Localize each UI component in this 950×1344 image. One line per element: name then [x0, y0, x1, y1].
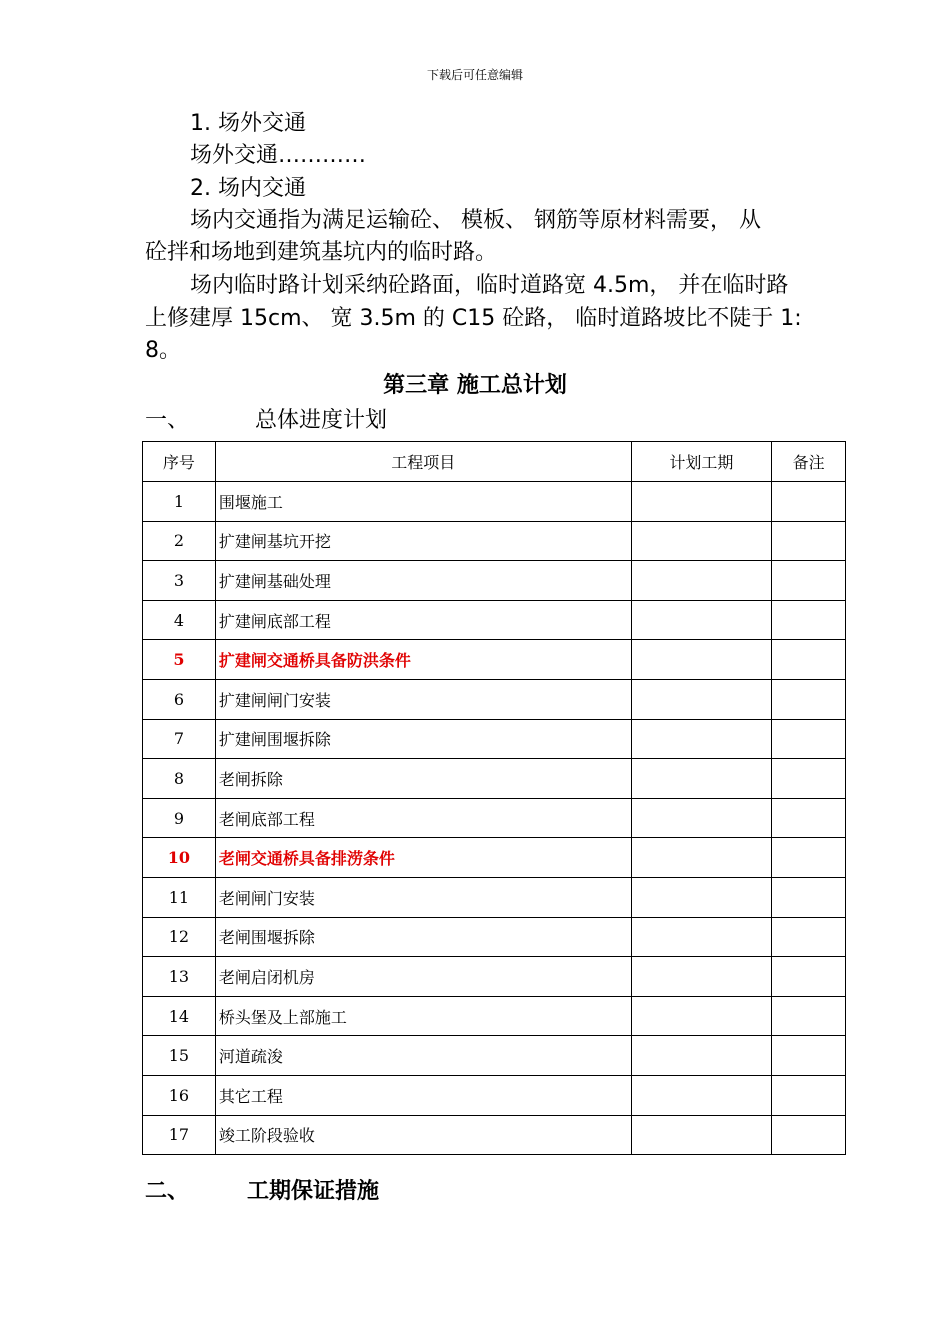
- heading-onsite-traffic: 2. 场内交通: [190, 176, 306, 201]
- table-row: [143, 877, 846, 917]
- row-index: 7: [143, 719, 216, 759]
- section-title: 总体进度计划: [255, 408, 388, 433]
- row-index: 5: [143, 640, 216, 680]
- row-item: 扩建闸基坑开挖: [215, 521, 631, 561]
- row-remarks: [772, 1036, 846, 1076]
- row-plan-period: [631, 917, 772, 957]
- row-remarks: [772, 679, 846, 719]
- row-plan-period: [631, 1075, 772, 1115]
- section-title: 工期保证措施: [247, 1179, 380, 1204]
- table-row: [143, 917, 846, 957]
- row-index: 16: [143, 1075, 216, 1115]
- row-item: 扩建闸闸门安装: [215, 679, 631, 719]
- row-index: 1: [143, 482, 216, 522]
- table-row: [143, 798, 846, 838]
- row-index: 17: [143, 1115, 216, 1155]
- row-item: 扩建闸围堰拆除: [215, 719, 631, 759]
- row-plan-period: [631, 838, 772, 878]
- row-plan-period: [631, 957, 772, 997]
- section-number: 一、: [145, 408, 190, 433]
- page-header: 下载后可任意编辑: [426, 68, 523, 82]
- row-plan-period: [631, 1036, 772, 1076]
- row-item: 竣工阶段验收: [215, 1115, 631, 1155]
- row-item: 老闸交通桥具备排涝条件: [215, 838, 631, 878]
- row-item: 老闸启闭机房: [215, 957, 631, 997]
- header-item: 工程项目: [215, 442, 631, 482]
- section-heading-guarantee: [145, 1174, 379, 1205]
- table-row: [143, 1075, 846, 1115]
- header-remarks: 备注: [772, 442, 846, 482]
- row-plan-period: [631, 521, 772, 561]
- table-row: [143, 561, 846, 601]
- row-plan-period: [631, 798, 772, 838]
- table-body: [143, 482, 846, 1155]
- section-number: 二、: [145, 1179, 190, 1204]
- row-index: 2: [143, 521, 216, 561]
- row-remarks: [772, 917, 846, 957]
- row-index: 12: [143, 917, 216, 957]
- row-plan-period: [631, 561, 772, 601]
- row-index: 11: [143, 877, 216, 917]
- row-item: 老闸底部工程: [215, 798, 631, 838]
- row-remarks: [772, 482, 846, 522]
- header-plan-period: 计划工期: [631, 442, 772, 482]
- paragraph-line: 8。: [145, 338, 181, 363]
- table-row: [143, 482, 846, 522]
- row-item: 围堰施工: [215, 482, 631, 522]
- row-index: 8: [143, 759, 216, 799]
- table-row: [143, 600, 846, 640]
- offsite-traffic-text: 场外交通…………: [190, 143, 367, 168]
- paragraph-line: 场内临时路计划采纳砼路面，临时道路宽 4.5m， 并在临时路: [190, 273, 789, 298]
- row-item: 老闸闸门安装: [215, 877, 631, 917]
- row-remarks: [772, 719, 846, 759]
- row-remarks: [772, 996, 846, 1036]
- row-plan-period: [631, 719, 772, 759]
- row-item: 扩建闸基础处理: [215, 561, 631, 601]
- row-plan-period: [631, 877, 772, 917]
- table-row: [143, 640, 846, 680]
- paragraph-line: 场内交通指为满足运输砼、 模板、 钢筋等原材料需要， 从: [190, 208, 761, 233]
- heading-offsite-traffic: 1. 场外交通: [190, 111, 306, 136]
- row-item: 桥头堡及上部施工: [215, 996, 631, 1036]
- row-item: 扩建闸交通桥具备防洪条件: [215, 640, 631, 680]
- row-plan-period: [631, 1115, 772, 1155]
- row-remarks: [772, 640, 846, 680]
- paragraph-line: 砼拌和场地到建筑基坑内的临时路。: [145, 240, 498, 265]
- row-plan-period: [631, 600, 772, 640]
- row-remarks: [772, 877, 846, 917]
- row-remarks: [772, 759, 846, 799]
- table-row: [143, 996, 846, 1036]
- table-row: [143, 957, 846, 997]
- row-index: 3: [143, 561, 216, 601]
- chapter-title: 第三章 施工总计划: [383, 373, 567, 398]
- row-item: 老闸拆除: [215, 759, 631, 799]
- row-remarks: [772, 1115, 846, 1155]
- row-index: 10: [143, 838, 216, 878]
- schedule-table: [142, 441, 846, 1155]
- table-header-row: [143, 442, 846, 482]
- row-index: 14: [143, 996, 216, 1036]
- row-plan-period: [631, 759, 772, 799]
- row-index: 13: [143, 957, 216, 997]
- row-plan-period: [631, 640, 772, 680]
- row-remarks: [772, 600, 846, 640]
- table-row: [143, 679, 846, 719]
- row-item: 扩建闸底部工程: [215, 600, 631, 640]
- table-row: [143, 1036, 846, 1076]
- row-remarks: [772, 521, 846, 561]
- row-index: 15: [143, 1036, 216, 1076]
- row-item: 老闸围堰拆除: [215, 917, 631, 957]
- row-remarks: [772, 798, 846, 838]
- table-row: [143, 719, 846, 759]
- row-index: 9: [143, 798, 216, 838]
- row-item: 河道疏浚: [215, 1036, 631, 1076]
- row-plan-period: [631, 679, 772, 719]
- row-plan-period: [631, 996, 772, 1036]
- row-item: 其它工程: [215, 1075, 631, 1115]
- table-row: [143, 521, 846, 561]
- paragraph-line: 上修建厚 15cm、 宽 3.5m 的 C15 砼路， 临时道路坡比不陡于 1:: [145, 306, 802, 331]
- row-index: 6: [143, 679, 216, 719]
- section-heading-schedule: [145, 403, 387, 434]
- table-row: [143, 1115, 846, 1155]
- row-plan-period: [631, 482, 772, 522]
- header-index: 序号: [143, 442, 216, 482]
- row-remarks: [772, 561, 846, 601]
- table-row: [143, 838, 846, 878]
- row-remarks: [772, 838, 846, 878]
- row-index: 4: [143, 600, 216, 640]
- row-remarks: [772, 1075, 846, 1115]
- table-row: [143, 759, 846, 799]
- row-remarks: [772, 957, 846, 997]
